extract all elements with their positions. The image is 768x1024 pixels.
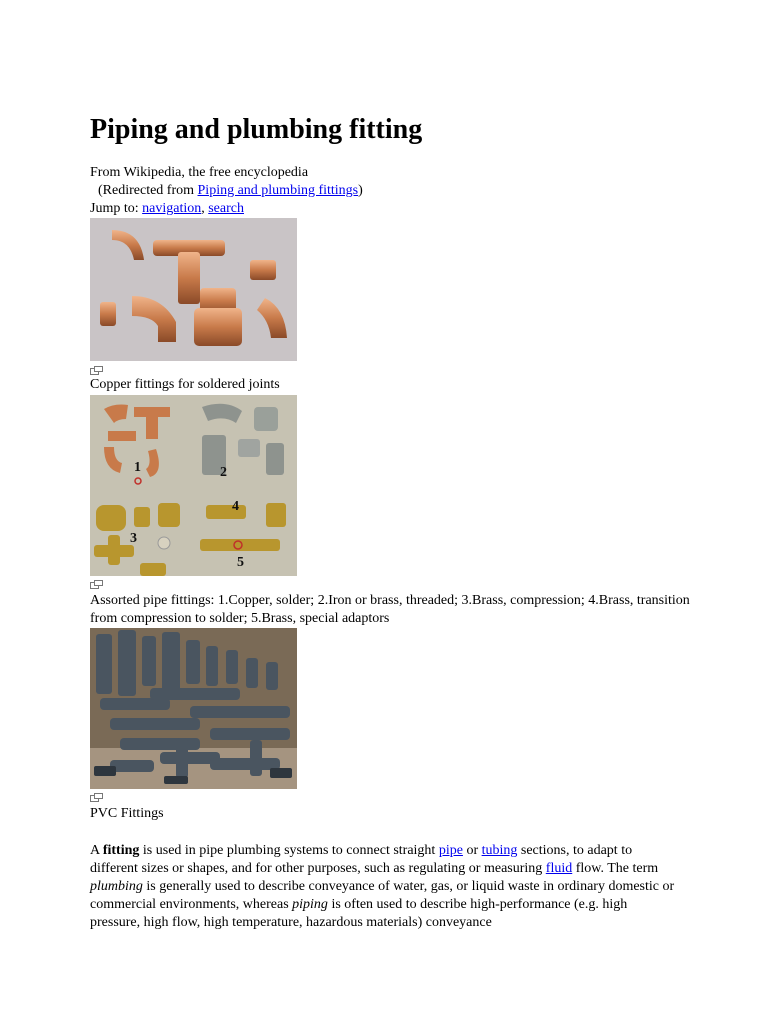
jump-navigation-link[interactable]: navigation: [142, 201, 202, 216]
fitting-label: 1: [134, 460, 141, 475]
pvc-fittings-image[interactable]: [90, 628, 297, 789]
jump-prefix: Jump to:: [90, 201, 143, 216]
jump-search-link[interactable]: search: [208, 201, 244, 216]
pvc-fittings-photo: [90, 628, 297, 789]
fluid-link[interactable]: fluid: [545, 861, 573, 876]
enlarge-icon[interactable]: [90, 576, 103, 585]
figure-caption: PVC Fittings: [90, 806, 164, 821]
redirect-link[interactable]: Piping and plumbing fittings: [197, 183, 359, 198]
figure-caption: Copper fittings for soldered joints: [90, 377, 280, 392]
figure-caption: Assorted pipe fittings: 1.Copper, solder; 2.Iron or brass, threaded; 3.Brass, compression; 4.Brass, transition from compression to solder; 5.Brass, special adaptors: [90, 593, 690, 626]
redirect-notice: [98, 182, 363, 200]
redirect-prefix: (Redirected from: [98, 183, 198, 198]
fitting-label: 2: [220, 465, 227, 480]
pipe-link[interactable]: pipe: [438, 843, 463, 858]
fitting-label: 3: [130, 531, 137, 546]
enlarge-icon[interactable]: [90, 362, 103, 371]
redirect-suffix: ): [358, 183, 363, 198]
tubing-link[interactable]: tubing: [481, 843, 518, 858]
enlarge-icon[interactable]: [90, 789, 103, 798]
intro-paragraph: A fitting is used in pipe plumbing systems to connect straight pipe or tubing sections, to adapt to different sizes or shapes, and for other purposes, such as regulating or measuring fluid flow. The term plumbing is generally used to describe conveyance of water, gas, or liquid waste in ordinary domestic or commercial environments, whereas piping is often used to describe high-performance (e.g. high pressure, high flow, high temperature, hazardous materials) conveyance: [90, 843, 675, 930]
fitting-label: 5: [237, 555, 244, 570]
site-tagline: From Wikipedia, the free encyclopedia: [90, 165, 309, 180]
copper-fittings-photo: [90, 218, 297, 361]
fitting-label: 4: [232, 499, 239, 514]
assorted-fittings-photo: [90, 395, 297, 576]
page-title: Piping and plumbing fitting: [90, 114, 423, 145]
jump-links: [90, 200, 244, 218]
copper-fittings-image[interactable]: [90, 218, 297, 361]
assorted-fittings-image[interactable]: [90, 395, 297, 576]
jump-separator: ,: [201, 201, 209, 216]
